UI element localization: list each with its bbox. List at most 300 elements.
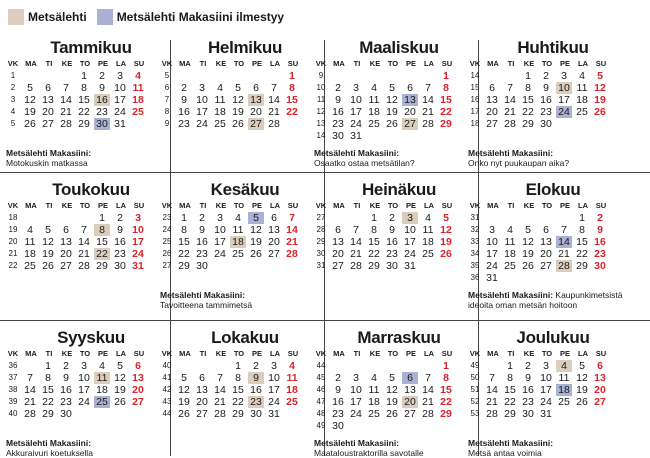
day-cell: 21 [422, 106, 434, 118]
day-cell: 30 [94, 118, 110, 130]
week-number-header: VK [161, 59, 173, 68]
day-cell: 30 [196, 260, 208, 272]
month-name: Huhtikuu [517, 38, 589, 57]
day-cell: 22 [94, 248, 110, 260]
weekday-header: LA [116, 201, 126, 210]
weekday-header: TO [233, 349, 245, 358]
day-cell: 7 [353, 224, 359, 236]
week-number: 22 [8, 261, 18, 270]
day-cell: 4 [371, 372, 377, 384]
week-number: 50 [470, 373, 480, 382]
day-cell: 3 [402, 212, 418, 224]
weekday-header: TI [353, 201, 361, 210]
day-cell: 26 [114, 396, 126, 408]
note-text: Akkuraivuri koetuksella [6, 448, 93, 458]
week-number: 49 [316, 421, 326, 430]
week-number: 36 [8, 361, 18, 370]
day-cell: 18 [368, 106, 380, 118]
weekday-header: LA [578, 201, 588, 210]
day-cell: 3 [81, 360, 87, 372]
day-cell: 14 [24, 384, 36, 396]
day-cell: 9 [389, 224, 395, 236]
note-text: Kaupunkimetsistä [555, 290, 623, 300]
day-cell: 18 [132, 94, 144, 106]
day-cell: 28 [556, 260, 572, 272]
weekday-header: PE [405, 201, 416, 210]
day-cell: 2 [253, 360, 259, 372]
day-cell: 23 [178, 118, 190, 130]
day-cell: 8 [81, 82, 87, 94]
day-cell: 31 [350, 130, 362, 142]
week-number: 49 [470, 361, 480, 370]
day-cell: 24 [556, 106, 572, 118]
day-cell: 13 [268, 224, 280, 236]
day-cell: 16 [196, 236, 208, 248]
weekday-header: MA [25, 349, 37, 358]
day-cell: 18 [576, 94, 588, 106]
week-number: 11 [316, 95, 326, 104]
weekday-header: LA [578, 59, 588, 68]
day-cell: 7 [81, 224, 87, 236]
day-cell: 27 [486, 118, 498, 130]
day-cell: 20 [540, 248, 552, 260]
day-cell: 25 [94, 396, 110, 408]
day-cell: 14 [486, 384, 498, 396]
day-cell: 21 [268, 106, 280, 118]
day-cell: 25 [368, 118, 380, 130]
week-number: 27 [162, 261, 172, 270]
day-cell: 1 [81, 70, 87, 82]
weekday-header: TO [541, 59, 553, 68]
day-cell: 13 [248, 94, 264, 106]
day-cell: 10 [78, 372, 90, 384]
note-text: ideoita oman metsän hoitoon [468, 300, 578, 310]
weekday-header: LA [270, 349, 280, 358]
weekday-header: MA [333, 201, 345, 210]
day-cell: 1 [443, 70, 449, 82]
day-cell: 25 [576, 106, 588, 118]
month-name: Lokakuu [211, 328, 279, 347]
day-cell: 29 [78, 118, 90, 130]
makasiini-note [6, 148, 91, 168]
day-cell: 6 [407, 82, 413, 94]
day-cell: 28 [268, 118, 280, 130]
day-cell: 27 [60, 260, 72, 272]
week-number: 27 [316, 213, 326, 222]
legend-swatch-makasiini [97, 9, 113, 25]
weekday-header: TI [353, 59, 361, 68]
day-cell: 1 [45, 360, 51, 372]
day-cell: 7 [63, 82, 69, 94]
day-cell: 27 [248, 118, 264, 130]
weekday-header: PE [97, 201, 108, 210]
week-number-header: VK [469, 201, 481, 210]
weekday-header: TI [507, 59, 515, 68]
day-cell: 6 [271, 212, 277, 224]
day-cell: 19 [114, 384, 126, 396]
day-cell: 17 [214, 236, 226, 248]
week-number: 33 [470, 237, 480, 246]
day-cell: 8 [525, 82, 531, 94]
day-cell: 19 [178, 396, 190, 408]
row-divider [0, 172, 650, 173]
day-cell: 16 [178, 106, 190, 118]
day-cell: 4 [27, 224, 33, 236]
day-cell: 12 [42, 236, 54, 248]
day-cell: 2 [117, 212, 123, 224]
day-cell: 29 [42, 408, 54, 420]
day-cell: 5 [235, 82, 241, 94]
weekday-header: SU [441, 349, 453, 358]
weekday-header: SU [133, 201, 145, 210]
day-cell: 25 [24, 260, 36, 272]
day-cell: 21 [558, 248, 570, 260]
day-cell: 14 [214, 384, 226, 396]
day-cell: 31 [486, 272, 498, 284]
week-number: 17 [470, 107, 480, 116]
day-cell: 15 [368, 236, 380, 248]
day-cell: 6 [45, 82, 51, 94]
day-cell: 27 [196, 408, 208, 420]
day-cell: 5 [389, 372, 395, 384]
day-cell: 13 [42, 94, 54, 106]
day-cell: 23 [196, 248, 208, 260]
day-cell: 3 [271, 360, 277, 372]
day-cell: 5 [45, 224, 51, 236]
day-cell: 17 [404, 236, 416, 248]
note-text: Osaatko ostaa metsätilan? [314, 158, 415, 168]
day-cell: 8 [443, 82, 449, 94]
week-number-header: VK [469, 59, 481, 68]
day-cell: 6 [489, 82, 495, 94]
week-number: 38 [8, 385, 18, 394]
week-number: 44 [162, 409, 172, 418]
day-cell: 16 [522, 384, 534, 396]
day-cell: 17 [268, 384, 280, 396]
day-cell: 24 [114, 106, 126, 118]
weekday-header: KE [61, 59, 73, 68]
day-cell: 21 [60, 106, 72, 118]
week-number: 5 [10, 119, 16, 128]
weekday-header: SU [595, 201, 607, 210]
week-number: 5 [164, 71, 170, 80]
weekday-header: SU [287, 201, 299, 210]
day-cell: 19 [24, 106, 36, 118]
week-number: 41 [162, 373, 172, 382]
day-cell: 6 [597, 360, 603, 372]
day-cell: 3 [135, 212, 141, 224]
week-number: 4 [10, 107, 16, 116]
day-cell: 29 [178, 260, 190, 272]
day-cell: 28 [350, 260, 362, 272]
makasiini-note [314, 148, 415, 168]
day-cell: 13 [332, 236, 344, 248]
day-cell: 13 [594, 372, 606, 384]
weekday-header: TO [387, 59, 399, 68]
day-cell: 8 [181, 224, 187, 236]
weekday-header: PE [251, 349, 262, 358]
day-cell: 21 [486, 396, 498, 408]
day-cell: 27 [404, 408, 416, 420]
week-number: 34 [470, 249, 480, 258]
legend-label-metsalehti: Metsälehti [28, 10, 87, 24]
day-cell: 23 [60, 396, 72, 408]
weekday-header: LA [424, 349, 434, 358]
day-cell: 22 [78, 106, 90, 118]
day-cell: 7 [217, 372, 223, 384]
day-cell: 20 [250, 106, 262, 118]
day-cell: 5 [181, 372, 187, 384]
weekday-header: KE [369, 349, 381, 358]
day-cell: 11 [132, 82, 144, 94]
day-cell: 1 [181, 212, 187, 224]
weekday-header: SU [287, 349, 299, 358]
week-number-header: VK [469, 349, 481, 358]
day-cell: 12 [24, 94, 36, 106]
day-cell: 24 [350, 118, 362, 130]
day-cell: 21 [286, 236, 298, 248]
weekday-header: SU [287, 59, 299, 68]
day-cell: 11 [214, 94, 226, 106]
day-cell: 13 [404, 384, 416, 396]
day-cell: 20 [402, 396, 418, 408]
weekday-header: PE [559, 201, 570, 210]
weekday-header: MA [333, 349, 345, 358]
week-number: 51 [470, 385, 480, 394]
weekday-header: MA [25, 201, 37, 210]
day-cell: 29 [522, 118, 534, 130]
day-cell: 7 [289, 212, 295, 224]
day-cell: 10 [350, 94, 362, 106]
day-cell: 7 [271, 82, 277, 94]
day-cell: 14 [78, 236, 90, 248]
day-cell: 8 [289, 82, 295, 94]
weekday-header: TI [45, 59, 53, 68]
weekday-header: KE [215, 59, 227, 68]
week-number: 14 [316, 131, 326, 140]
day-cell: 23 [96, 106, 108, 118]
day-cell: 24 [540, 396, 552, 408]
day-cell: 17 [132, 236, 144, 248]
day-cell: 11 [94, 372, 110, 384]
week-number-header: VK [161, 349, 173, 358]
day-cell: 20 [42, 106, 54, 118]
weekday-header: KE [369, 59, 381, 68]
week-number: 9 [318, 71, 324, 80]
day-cell: 1 [525, 70, 531, 82]
day-cell: 15 [504, 384, 516, 396]
week-number: 35 [470, 261, 480, 270]
day-cell: 27 [268, 248, 280, 260]
weekday-header: LA [116, 59, 126, 68]
day-cell: 6 [335, 224, 341, 236]
weekday-header: TI [199, 59, 207, 68]
day-cell: 26 [24, 118, 36, 130]
weekday-header: PE [97, 59, 108, 68]
day-cell: 12 [114, 372, 126, 384]
weekday-header: PE [251, 59, 262, 68]
day-cell: 31 [114, 118, 126, 130]
day-cell: 25 [286, 396, 298, 408]
day-cell: 3 [489, 224, 495, 236]
week-number: 12 [316, 107, 326, 116]
day-cell: 12 [594, 82, 606, 94]
weekday-header: KE [523, 349, 535, 358]
day-cell: 12 [386, 94, 398, 106]
day-cell: 15 [42, 384, 54, 396]
day-cell: 15 [576, 236, 588, 248]
week-number: 42 [162, 385, 172, 394]
day-cell: 28 [286, 248, 298, 260]
day-cell: 22 [286, 106, 298, 118]
day-cell: 18 [214, 106, 226, 118]
weekday-header: KE [61, 201, 73, 210]
week-number: 26 [162, 249, 172, 258]
day-cell: 4 [99, 360, 105, 372]
day-cell: 18 [230, 236, 246, 248]
day-cell: 4 [235, 212, 241, 224]
day-cell: 9 [199, 224, 205, 236]
week-number: 15 [470, 83, 480, 92]
day-cell: 2 [335, 372, 341, 384]
day-cell: 5 [248, 212, 264, 224]
weekday-header: TI [507, 349, 515, 358]
weekday-header: PE [251, 201, 262, 210]
day-cell: 1 [371, 212, 377, 224]
day-cell: 25 [504, 260, 516, 272]
day-cell: 4 [579, 70, 585, 82]
week-number: 43 [162, 397, 172, 406]
day-cell: 22 [504, 396, 516, 408]
day-cell: 16 [250, 384, 262, 396]
day-cell: 7 [489, 372, 495, 384]
day-cell: 26 [178, 408, 190, 420]
day-cell: 28 [504, 118, 516, 130]
day-cell: 4 [289, 360, 295, 372]
day-cell: 26 [386, 408, 398, 420]
day-cell: 6 [63, 224, 69, 236]
day-cell: 9 [63, 372, 69, 384]
weekday-header: LA [116, 349, 126, 358]
day-cell: 29 [368, 260, 380, 272]
week-number: 25 [162, 237, 172, 246]
week-number: 45 [316, 373, 326, 382]
day-cell: 14 [286, 224, 298, 236]
day-cell: 7 [425, 82, 431, 94]
note-title: Metsälehti Makasiini: [6, 148, 92, 158]
day-cell: 10 [486, 236, 498, 248]
week-number: 8 [164, 107, 170, 116]
weekday-header: MA [333, 59, 345, 68]
day-cell: 7 [425, 372, 431, 384]
day-cell: 8 [443, 372, 449, 384]
day-cell: 23 [248, 396, 264, 408]
week-number-header: VK [315, 59, 327, 68]
note-text: Motokuskin matkassa [6, 158, 88, 168]
day-cell: 15 [286, 94, 298, 106]
weekday-header: TI [199, 201, 207, 210]
week-number: 7 [164, 95, 170, 104]
day-cell: 30 [522, 408, 534, 420]
day-cell: 14 [422, 384, 434, 396]
day-cell: 19 [386, 106, 398, 118]
day-cell: 22 [42, 396, 54, 408]
day-cell: 29 [440, 408, 452, 420]
week-number: 31 [316, 261, 326, 270]
row-divider [0, 320, 650, 321]
day-cell: 12 [178, 384, 190, 396]
day-cell: 8 [94, 224, 110, 236]
day-cell: 6 [135, 360, 141, 372]
weekday-header: SU [595, 349, 607, 358]
day-cell: 1 [443, 360, 449, 372]
day-cell: 20 [196, 396, 208, 408]
day-cell: 25 [214, 118, 226, 130]
day-cell: 16 [594, 236, 606, 248]
day-cell: 21 [24, 396, 36, 408]
week-number: 10 [316, 83, 326, 92]
day-cell: 17 [78, 384, 90, 396]
day-cell: 5 [27, 82, 33, 94]
day-cell: 24 [132, 248, 144, 260]
day-cell: 29 [440, 118, 452, 130]
day-cell: 20 [60, 248, 72, 260]
week-number-header: VK [7, 349, 19, 358]
day-cell: 30 [540, 118, 552, 130]
week-number: 16 [470, 95, 480, 104]
day-cell: 9 [181, 94, 187, 106]
day-cell: 21 [504, 106, 516, 118]
day-cell: 18 [504, 248, 516, 260]
day-cell: 14 [504, 94, 516, 106]
day-cell: 4 [425, 212, 431, 224]
weekday-header: TO [387, 349, 399, 358]
weekday-header: TI [353, 349, 361, 358]
note-title: Metsälehti Makasiini: [160, 290, 246, 300]
day-cell: 31 [404, 260, 416, 272]
note-title: Metsälehti Makasiini: [468, 290, 554, 300]
day-cell: 18 [96, 384, 108, 396]
weekday-header: PE [405, 59, 416, 68]
week-number-header: VK [315, 201, 327, 210]
makasiini-note [468, 290, 623, 310]
week-number: 21 [8, 249, 18, 258]
day-cell: 13 [540, 236, 552, 248]
day-cell: 11 [286, 372, 298, 384]
day-cell: 21 [422, 396, 434, 408]
day-cell: 19 [522, 248, 534, 260]
note-text: Metsä antaa voimia [468, 448, 542, 458]
day-cell: 11 [24, 236, 36, 248]
day-cell: 30 [332, 130, 344, 142]
weekday-header: TO [541, 201, 553, 210]
day-cell: 29 [96, 260, 108, 272]
day-cell: 14 [350, 236, 362, 248]
makasiini-note [468, 438, 553, 458]
day-cell: 3 [199, 82, 205, 94]
week-number: 29 [316, 237, 326, 246]
day-cell: 26 [250, 248, 262, 260]
day-cell: 20 [132, 384, 144, 396]
day-cell: 16 [540, 94, 552, 106]
day-cell: 12 [522, 236, 534, 248]
weekday-header: SU [441, 59, 453, 68]
day-cell: 5 [389, 82, 395, 94]
day-cell: 15 [178, 236, 190, 248]
day-cell: 16 [386, 236, 398, 248]
weekday-header: TI [45, 201, 53, 210]
week-number: 2 [10, 83, 16, 92]
